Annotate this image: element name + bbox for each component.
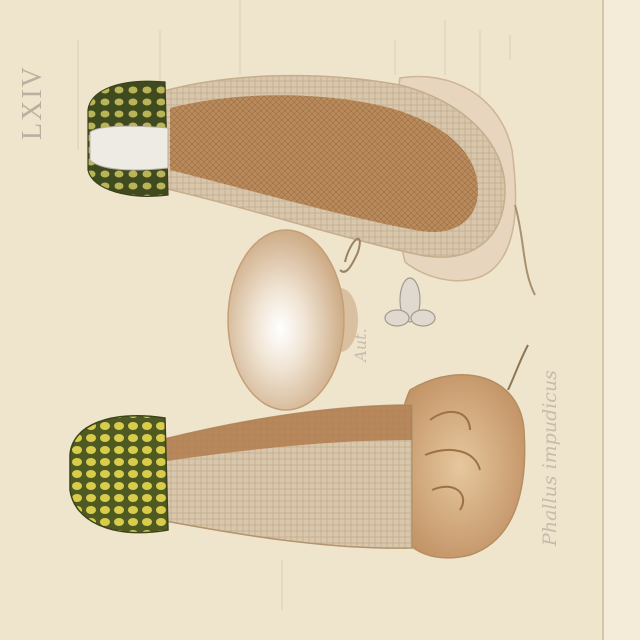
cross-section-cap-core (90, 126, 168, 170)
plate-number: LXIV (17, 65, 48, 140)
species-caption: Phallus impudicus (539, 370, 561, 546)
egg-body (228, 230, 344, 410)
whole-cap (70, 416, 168, 533)
author-signature: Aut. (351, 328, 370, 362)
page-edge-right (602, 0, 640, 640)
